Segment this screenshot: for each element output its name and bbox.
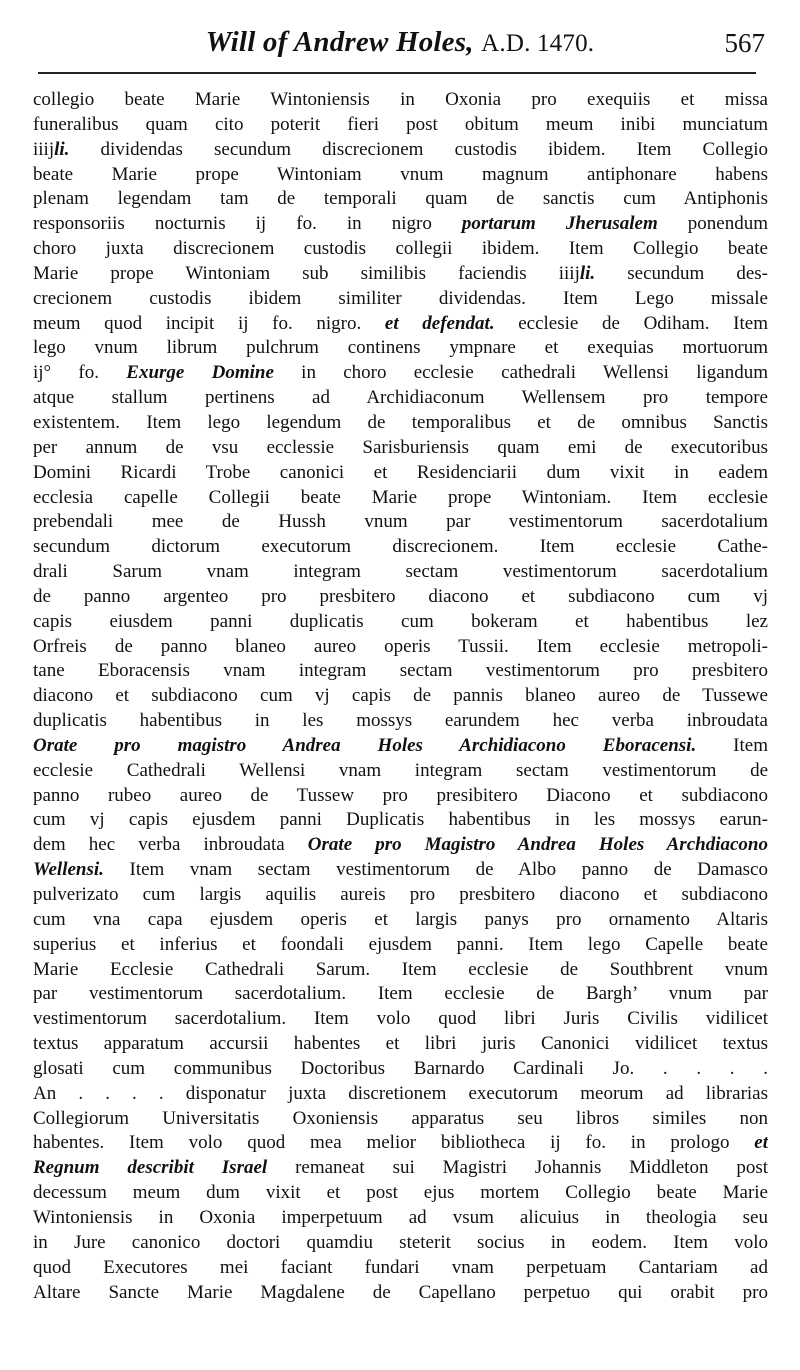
text-line xyxy=(33,982,768,1007)
text-line xyxy=(33,560,768,585)
text-segment: de panno argenteo pro presbitero diacono et subdiacono cum vj xyxy=(33,585,768,607)
text-segment: diacono et subdiacono cum vj capis de pannis blaneo aureo de Tussewe xyxy=(33,685,768,707)
text-line xyxy=(33,262,768,287)
text-line xyxy=(33,411,768,436)
title-date: A.D. 1470. xyxy=(481,30,595,57)
text-segment: panno rubeo aureo de Tussew pro presibitero Diacono et subdiacono xyxy=(33,784,768,806)
italic-segment: portarum Jherusalem xyxy=(461,213,658,235)
text-segment: cum vj capis ejusdem panni Duplicatis habentibus in les mossys earun- xyxy=(33,809,768,831)
text-line xyxy=(33,1256,768,1281)
text-segment: ecclesie de Odiham. Item xyxy=(494,312,768,334)
text-line xyxy=(33,1231,768,1256)
text-segment: textus apparatum accursii habentes et libri juris Canonici vidilicet textus xyxy=(33,1033,768,1055)
text-segment: in choro ecclesie cathedrali Wellensi ligandum xyxy=(273,362,768,384)
text-segment: ecclesie Cathedrali Wellensi vnam integram sectam vestimentorum de xyxy=(33,759,768,781)
text-line xyxy=(33,784,768,809)
text-segment: drali Sarum vnam integram sectam vestimentorum sacerdotalium xyxy=(33,561,768,583)
text-line xyxy=(33,386,768,411)
italic-segment: et defendat. xyxy=(384,312,495,334)
text-line xyxy=(33,187,768,212)
header-rule xyxy=(38,72,756,74)
italic-segment: li. xyxy=(54,138,70,160)
text-segment: par vestimentorum sacerdotalium. Item ecclesie de Bargh’ vnum par xyxy=(33,983,768,1005)
text-line xyxy=(33,1156,768,1181)
text-segment: per annum de vsu ecclessie Sarisburiensis quam emi de executoribus xyxy=(33,436,768,458)
text-line xyxy=(33,1107,768,1132)
text-segment: secundum des- xyxy=(595,262,768,284)
text-segment: plenam legendam tam de temporali quam de sanctis cum Antiphonis xyxy=(33,188,768,210)
text-segment: existentem. Item lego legendum de temporalibus et de omnibus Sanctis xyxy=(33,411,768,433)
page-number: 567 xyxy=(724,28,765,58)
text-line xyxy=(33,1131,768,1156)
italic-segment: li. xyxy=(579,262,596,284)
text-segment: Marie prope Wintoniam sub similibis faciendis iiij xyxy=(33,262,580,284)
text-line xyxy=(33,237,768,262)
text-segment: secundum dictorum executorum discrecionem. Item ecclesie Cathe- xyxy=(33,536,768,558)
text-segment: choro juxta discrecionem custodis collegii ibidem. Item Collegio beate xyxy=(33,238,768,260)
text-segment: Domini Ricardi Trobe canonici et Residenciarii dum vixit in eadem xyxy=(33,461,768,483)
text-segment: meum quod incipit ij fo. nigro. xyxy=(33,312,385,334)
text-line xyxy=(33,212,768,237)
text-line xyxy=(33,461,768,486)
text-segment: ecclesia capelle Collegii beate Marie prope Wintoniam. Item ecclesie xyxy=(33,486,768,508)
text-line xyxy=(33,635,768,660)
text-segment: Orfreis de panno blaneo aureo operis Tussii. Item ecclesie metropoli- xyxy=(33,635,768,657)
text-segment: remaneat sui Magistri Johannis Middleton post xyxy=(267,1157,768,1179)
text-segment: Marie Ecclesie Cathedrali Sarum. Item ecclesie de Southbrent vnum xyxy=(33,958,768,980)
text-segment: duplicatis habentibus in les mossys earundem hec verba inbroudata xyxy=(33,710,768,732)
text-line xyxy=(33,610,768,635)
text-line xyxy=(33,312,768,337)
text-line xyxy=(33,336,768,361)
italic-segment: Wellensi. xyxy=(33,859,104,881)
text-line xyxy=(33,585,768,610)
text-segment: decessum meum dum vixit et post ejus mortem Collegio beate Marie xyxy=(33,1182,768,1204)
text-segment: cum vna capa ejusdem operis et largis panys pro ornamento Altaris xyxy=(33,908,768,930)
text-line xyxy=(33,361,768,386)
text-line xyxy=(33,883,768,908)
text-line xyxy=(33,833,768,858)
text-line xyxy=(33,734,768,759)
text-line xyxy=(33,759,768,784)
text-segment: Collegiorum Universitatis Oxoniensis apparatus seu libros similes non xyxy=(33,1107,768,1129)
text-line xyxy=(33,684,768,709)
text-segment: ponendum xyxy=(657,213,768,235)
text-line xyxy=(33,510,768,535)
text-line xyxy=(33,113,768,138)
italic-segment: Exurge Domine xyxy=(126,362,274,384)
text-segment: capis eiusdem panni duplicatis cum bokeram et habentibus lez xyxy=(33,610,768,632)
text-line xyxy=(33,1007,768,1032)
text-line xyxy=(33,1206,768,1231)
text-segment: crecionem custodis ibidem similiter dividendas. Item Lego missale xyxy=(33,287,768,309)
text-line xyxy=(33,808,768,833)
text-line xyxy=(33,1057,768,1082)
italic-segment: Orate pro magistro Andrea Holes Archidiacono Eboracensi. xyxy=(33,734,697,756)
italic-segment: Regnum describit Israel xyxy=(33,1157,268,1179)
text-line xyxy=(33,163,768,188)
text-segment: funeralibus quam cito poterit fieri post obitum meum inibi munciatum xyxy=(33,113,768,135)
text-segment: Wintoniensis in Oxonia imperpetuum ad vsum alicuius in theologia seu xyxy=(33,1206,768,1228)
text-line xyxy=(33,709,768,734)
text-line xyxy=(33,88,768,113)
text-segment: dividendas secundum discrecionem custodis ibidem. Item Collegio xyxy=(69,138,768,160)
text-segment: Altare Sancte Marie Magdalene de Capellano perpetuo qui orabit pro xyxy=(33,1281,768,1303)
text-line xyxy=(33,1181,768,1206)
text-segment: Item xyxy=(696,734,768,756)
text-line xyxy=(33,659,768,684)
text-segment: collegio beate Marie Wintoniensis in Oxonia pro exequiis et missa xyxy=(33,89,768,110)
text-segment: atque stallum pertinens ad Archidiaconum Wellensem pro tempore xyxy=(33,387,768,409)
text-line xyxy=(33,1082,768,1107)
italic-segment: Orate pro Magistro Andrea Holes Archdiacono xyxy=(307,834,768,856)
italic-segment: et xyxy=(754,1132,768,1154)
text-segment: beate Marie prope Wintoniam vnum magnum antiphonare habens xyxy=(33,163,768,185)
text-line xyxy=(33,958,768,983)
body-text xyxy=(33,88,768,1305)
text-line xyxy=(33,138,768,163)
text-line xyxy=(33,908,768,933)
text-segment: quod Executores mei faciant fundari vnam perpetuam Cantariam ad xyxy=(33,1256,768,1278)
text-segment: in Jure canonico doctori quamdiu steterit socius in eodem. Item volo xyxy=(33,1231,768,1253)
text-segment: prebendali mee de Hussh vnum par vestimentorum sacerdotalium xyxy=(33,511,768,533)
text-line xyxy=(33,1032,768,1057)
text-segment: responsoriis nocturnis ij fo. in nigro xyxy=(33,213,462,235)
text-line xyxy=(33,287,768,312)
text-line xyxy=(33,436,768,461)
text-line xyxy=(33,486,768,511)
text-segment: pulverizato cum largis aquilis aureis pro presbitero diacono et subdiacono xyxy=(33,884,768,905)
text-segment: ij° fo. xyxy=(33,362,127,384)
title-main: Will of Andrew Holes, xyxy=(205,26,474,58)
text-line xyxy=(33,535,768,560)
text-segment: superius et inferius et foondali ejusdem panni. Item lego Capelle beate xyxy=(33,933,768,955)
text-line xyxy=(33,933,768,958)
text-segment: dem hec verba inbroudata xyxy=(33,834,308,856)
running-header xyxy=(33,22,767,66)
text-segment: iiij xyxy=(33,138,55,160)
text-segment: glosati cum communibus Doctoribus Barnardo Cardinali Jo. . . . . xyxy=(33,1057,768,1079)
page-title xyxy=(33,26,767,59)
text-segment: tane Eboracensis vnam integram sectam vestimentorum pro presbitero xyxy=(33,660,768,682)
text-segment: habentes. Item volo quod mea melior bibliotheca ij fo. in prologo xyxy=(33,1132,755,1154)
text-segment: lego vnum librum pulchrum continens ympnare et exequias mortuorum xyxy=(33,337,768,359)
text-line xyxy=(33,858,768,883)
text-segment: Item vnam sectam vestimentorum de Albo panno de Damasco xyxy=(103,859,768,881)
text-segment: An . . . . disponatur juxta discretionem executorum meorum ad librarias xyxy=(33,1082,768,1104)
text-segment: vestimentorum sacerdotalium. Item volo quod libri Juris Civilis vidilicet xyxy=(33,1008,768,1030)
text-line xyxy=(33,1281,768,1306)
